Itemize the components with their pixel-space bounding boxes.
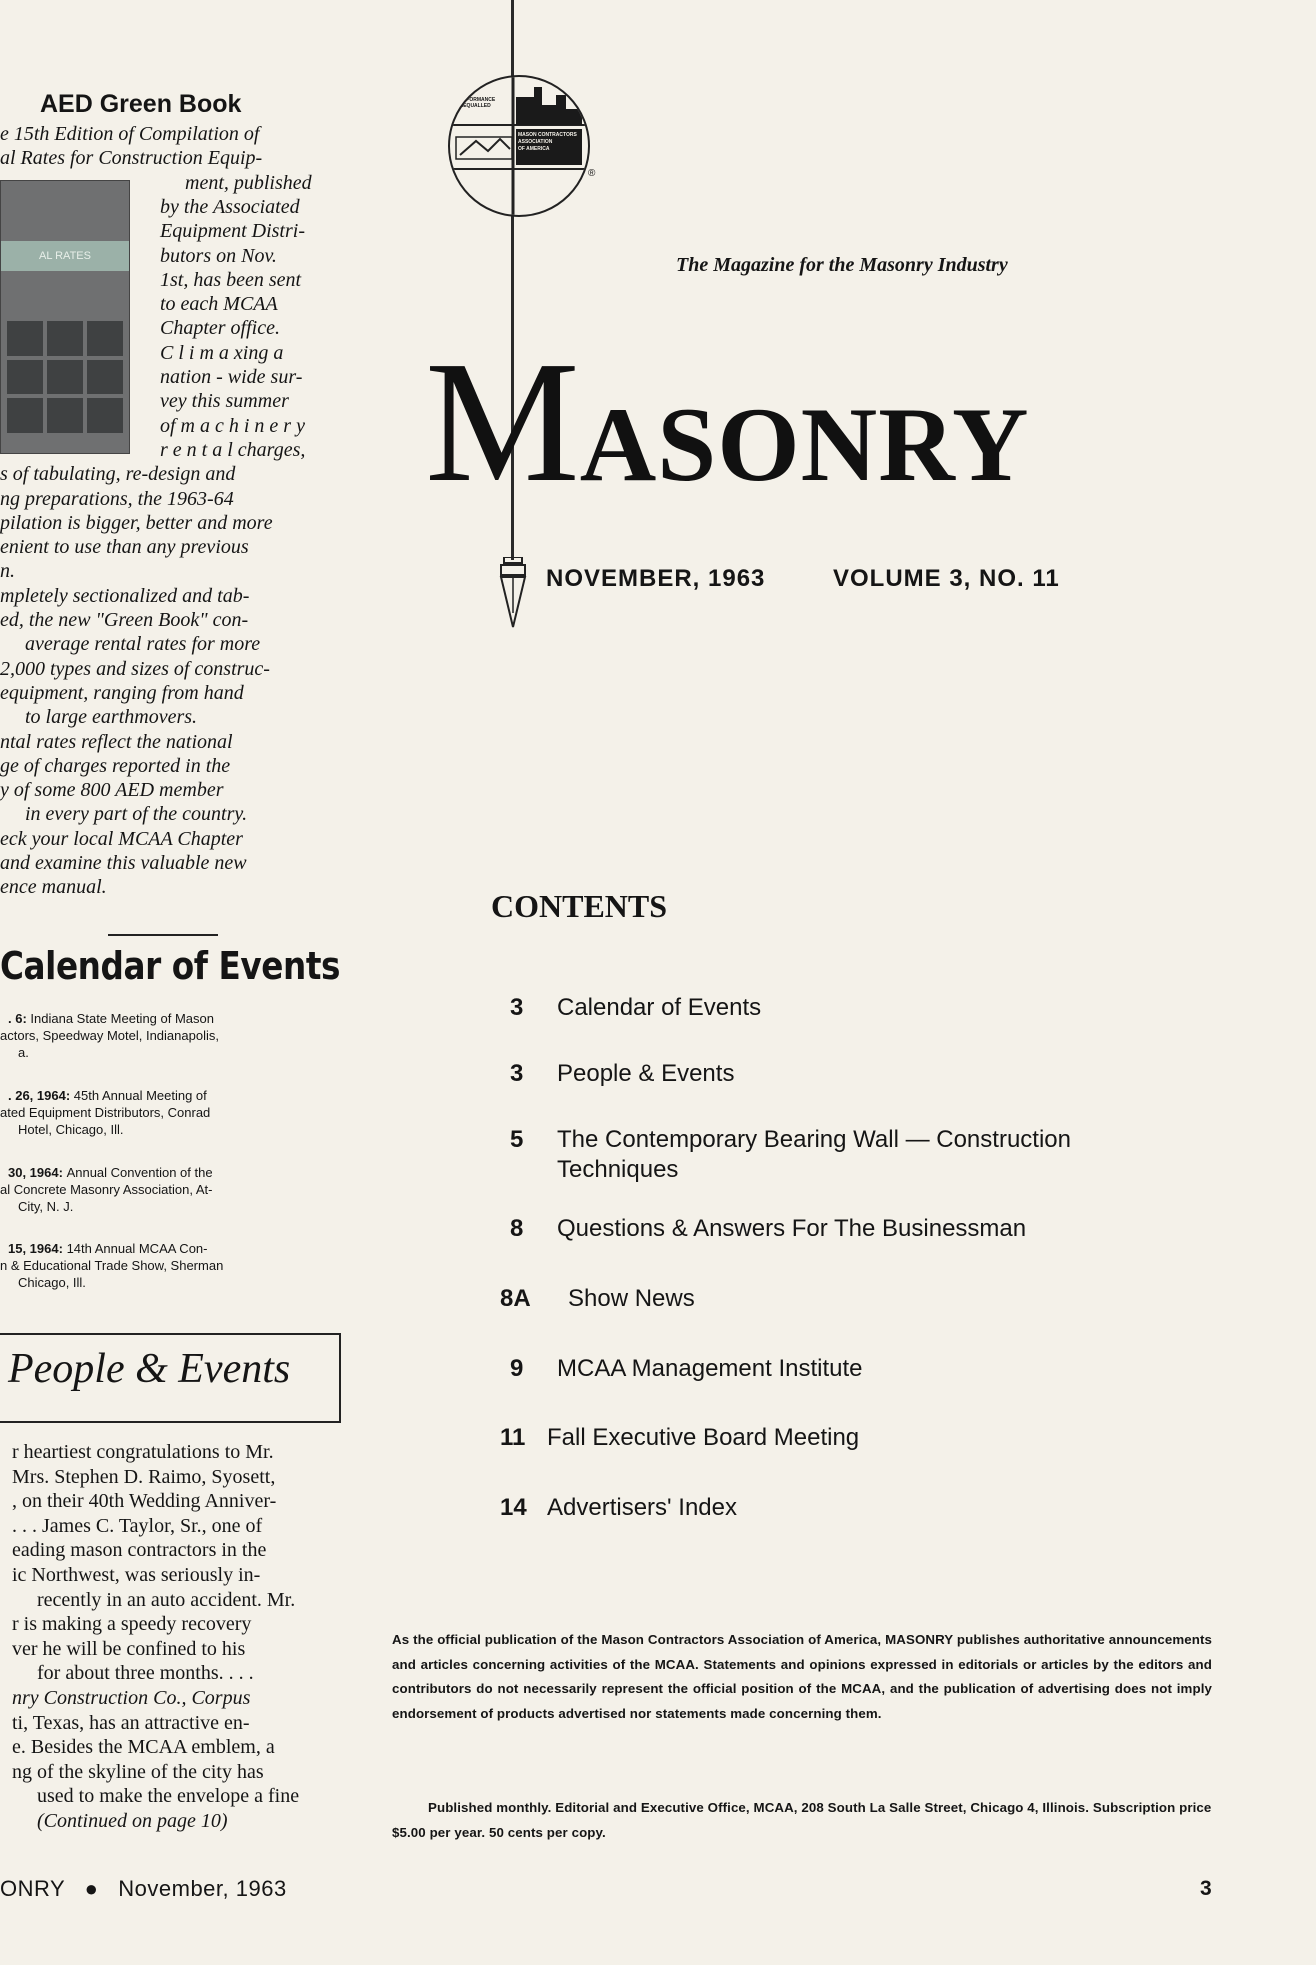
- aed-article-line: by the Associated: [160, 195, 300, 218]
- contents-item-page: 5: [510, 1126, 524, 1153]
- calendar-entry-line: ated Equipment Distributors, Conrad: [0, 1105, 211, 1120]
- contents-item-title: Questions & Answers For The Businessman: [557, 1215, 1027, 1242]
- contents-item-page: 9: [510, 1355, 524, 1382]
- aed-article-line: vey this summer: [160, 390, 289, 413]
- aed-article-line: to each MCAA: [160, 293, 278, 316]
- aed-article-line: in every part of the country.: [25, 803, 248, 826]
- contents-item-title: People & Events: [557, 1060, 735, 1087]
- continued-note: (Continued on page 10): [37, 1810, 228, 1832]
- aed-article-line: Chapter office.: [160, 317, 280, 340]
- aed-article-line: ed, the new "Green Book" con-: [0, 609, 249, 631]
- calendar-entry: [0, 1164, 345, 1215]
- calendar-entry-line: al Concrete Masonry Association, At-: [0, 1182, 213, 1197]
- people-events-line: r heartiest congratulations to Mr.: [12, 1441, 274, 1463]
- section-divider: [108, 934, 218, 936]
- calendar-entry-description: Indiana State Meeting of Mason: [30, 1011, 214, 1026]
- people-events-line: ic Northwest, was seriously in-: [12, 1564, 261, 1586]
- aed-article-line: C l i m a xing a: [160, 341, 284, 364]
- aed-article-line: Equipment Distri-: [160, 220, 305, 243]
- aed-article-line: of m a c h i n e r y: [160, 414, 305, 437]
- green-book-cover-grid: [7, 321, 123, 433]
- calendar-entry-line: Hotel, Chicago, Ill.: [18, 1122, 124, 1137]
- people-events-line: eading mason contractors in the: [12, 1539, 267, 1562]
- masthead-initial: M: [425, 325, 580, 518]
- contents-item-title: Advertisers' Index: [547, 1494, 737, 1521]
- masthead-title: [425, 325, 1030, 518]
- aed-article-line: butors on Nov.: [160, 244, 277, 267]
- people-events-line: ti, Texas, has an attractive en-: [12, 1711, 250, 1734]
- logo-side-text: MASON CONTRACTORS ASSOCIATION OF AMERICA: [518, 132, 577, 152]
- people-events-line: e. Besides the MCAA emblem, a: [12, 1736, 275, 1759]
- people-events-line: ver he will be confined to his: [12, 1637, 246, 1660]
- aed-article-line: ence manual.: [0, 876, 107, 899]
- green-book-cover-band: AL RATES: [1, 241, 129, 271]
- aed-article-line: nation - wide sur-: [160, 366, 303, 388]
- footer-magazine-name: ONRY: [0, 1876, 65, 1901]
- aed-article-line: 2,000 types and sizes of construc-: [0, 657, 270, 680]
- aed-article-line: equipment, ranging from hand: [0, 681, 244, 704]
- aed-article-line: average rental rates for more: [25, 633, 261, 656]
- plumb-bob-icon: [498, 557, 528, 631]
- aed-article-line: r e n t a l charges,: [160, 438, 306, 461]
- contents-item-title: Show News: [568, 1285, 695, 1312]
- contents-heading: CONTENTS: [491, 888, 668, 924]
- calendar-entry: [0, 1087, 345, 1138]
- calendar-entry-line: City, N. J.: [18, 1199, 74, 1214]
- calendar-entry-line: n & Educational Trade Show, Sherman: [0, 1258, 224, 1273]
- contents-item-title: MCAA Management Institute: [557, 1355, 863, 1382]
- contents-item-page: 3: [510, 994, 524, 1021]
- logo-top-text: PERFORMANCE UNEQUALLED: [456, 97, 496, 109]
- aed-article-line: ment, published: [185, 171, 312, 194]
- calendar-entry: [0, 1010, 345, 1061]
- calendar-entry-description: 45th Annual Meeting of: [73, 1088, 207, 1103]
- aed-article-line: 1st, has been sent: [160, 268, 302, 291]
- footer-bullet: ●: [84, 1876, 99, 1901]
- official-publication-notice: As the official publication of the Mason Contractors Association of America, MASONRY publishes authoritative announcements and articles concerning activities of the MCAA. Statements and opinions expressed in editorials or articles by the editors and contributors do not necessarily represent the official position of the MCAA, and the publication of advertising does not imply endorsement of products advertised nor statements made concerning them.: [392, 1632, 1212, 1721]
- calendar-entry-line: actors, Speedway Motel, Indianapolis,: [0, 1028, 219, 1043]
- people-events-line: recently in an auto accident. Mr.: [37, 1588, 296, 1611]
- people-events-line: ng of the skyline of the city has: [12, 1760, 264, 1783]
- people-events-line: . . . James C. Taylor, Sr., one of: [12, 1514, 263, 1537]
- people-events-line: for about three months. . . .: [37, 1662, 254, 1685]
- green-book-cover-image: [0, 180, 130, 454]
- mcaa-logo: [448, 75, 590, 217]
- footer-running-head: [0, 1876, 287, 1902]
- contents-item-page: 3: [510, 1060, 524, 1087]
- people-events-line: , on their 40th Wedding Anniver-: [12, 1490, 277, 1513]
- contents-item-page: 8: [510, 1215, 524, 1242]
- contents-item-page: 8A: [500, 1285, 531, 1312]
- masthead-rest: ASONRY: [579, 386, 1030, 503]
- aed-article-line: pilation is bigger, better and more: [0, 511, 273, 534]
- contents-item-title: Fall Executive Board Meeting: [547, 1424, 860, 1451]
- contents-item-title: The Contemporary Bearing Wall — Construction Techniques: [557, 1126, 1071, 1183]
- aed-article-line: to large earthmovers.: [25, 706, 198, 729]
- issue-date: NOVEMBER, 1963: [546, 565, 766, 592]
- magazine-tagline: The Magazine for the Masonry Industry: [676, 254, 1008, 276]
- aed-article-line: ng preparations, the 1963-64: [0, 487, 234, 510]
- publication-info: Published monthly. Editorial and Executive Office, MCAA, 208 South La Salle Street, Chicago 4, Illinois. Subscription price $5.00 per year. 50 cents per copy.: [392, 1800, 1212, 1840]
- aed-article-line: e 15th Edition of Compilation of: [0, 123, 260, 145]
- issue-volume: VOLUME 3, NO. 11: [833, 565, 1060, 592]
- aed-article-line: and examine this valuable new: [0, 852, 247, 874]
- registered-mark: ®: [588, 168, 596, 179]
- contents-item-title: Calendar of Events: [557, 994, 762, 1021]
- calendar-entry-line: a.: [18, 1045, 29, 1060]
- aed-article-line: y of some 800 AED member: [0, 779, 224, 802]
- calendar-entry-date: . 6:: [8, 1011, 27, 1026]
- calendar-of-events-title: Calendar of Events: [0, 944, 341, 988]
- aed-article-line: mpletely sectionalized and tab-: [0, 584, 250, 607]
- people-events-line: Mrs. Stephen D. Raimo, Syosett,: [12, 1465, 276, 1488]
- aed-green-book-title: AED Green Book: [40, 90, 242, 118]
- aed-article-line: ge of charges reported in the: [0, 754, 231, 777]
- calendar-entry-date: . 26, 1964:: [8, 1088, 71, 1103]
- people-events-line: r is making a speedy recovery: [12, 1613, 252, 1636]
- contents-item-page: 11: [500, 1424, 526, 1451]
- aed-article-line: al Rates for Construction Equip-: [0, 147, 263, 170]
- people-events-line: nry Construction Co., Corpus: [12, 1687, 251, 1709]
- aed-article-line: enient to use than any previous: [0, 536, 249, 559]
- people-events-title: People & Events: [8, 1346, 291, 1392]
- calendar-entry: [0, 1240, 345, 1291]
- calendar-entry-date: 15, 1964:: [8, 1241, 63, 1256]
- page-number: 3: [1200, 1877, 1212, 1900]
- calendar-entry-description: Annual Convention of the: [66, 1165, 213, 1180]
- calendar-entry-description: 14th Annual MCAA Con-: [66, 1241, 208, 1256]
- calendar-entry-line: Chicago, Ill.: [18, 1275, 86, 1290]
- footer-date: November, 1963: [118, 1876, 287, 1901]
- contents-item-page: 14: [500, 1494, 527, 1521]
- aed-article-line: n.: [0, 560, 15, 583]
- calendar-entry-date: 30, 1964:: [8, 1165, 63, 1180]
- aed-article-line: eck your local MCAA Chapter: [0, 827, 243, 850]
- people-events-line: used to make the envelope a fine: [37, 1785, 300, 1808]
- aed-article-line: s of tabulating, re-design and: [0, 463, 236, 486]
- aed-article-line: ntal rates reflect the national: [0, 730, 233, 753]
